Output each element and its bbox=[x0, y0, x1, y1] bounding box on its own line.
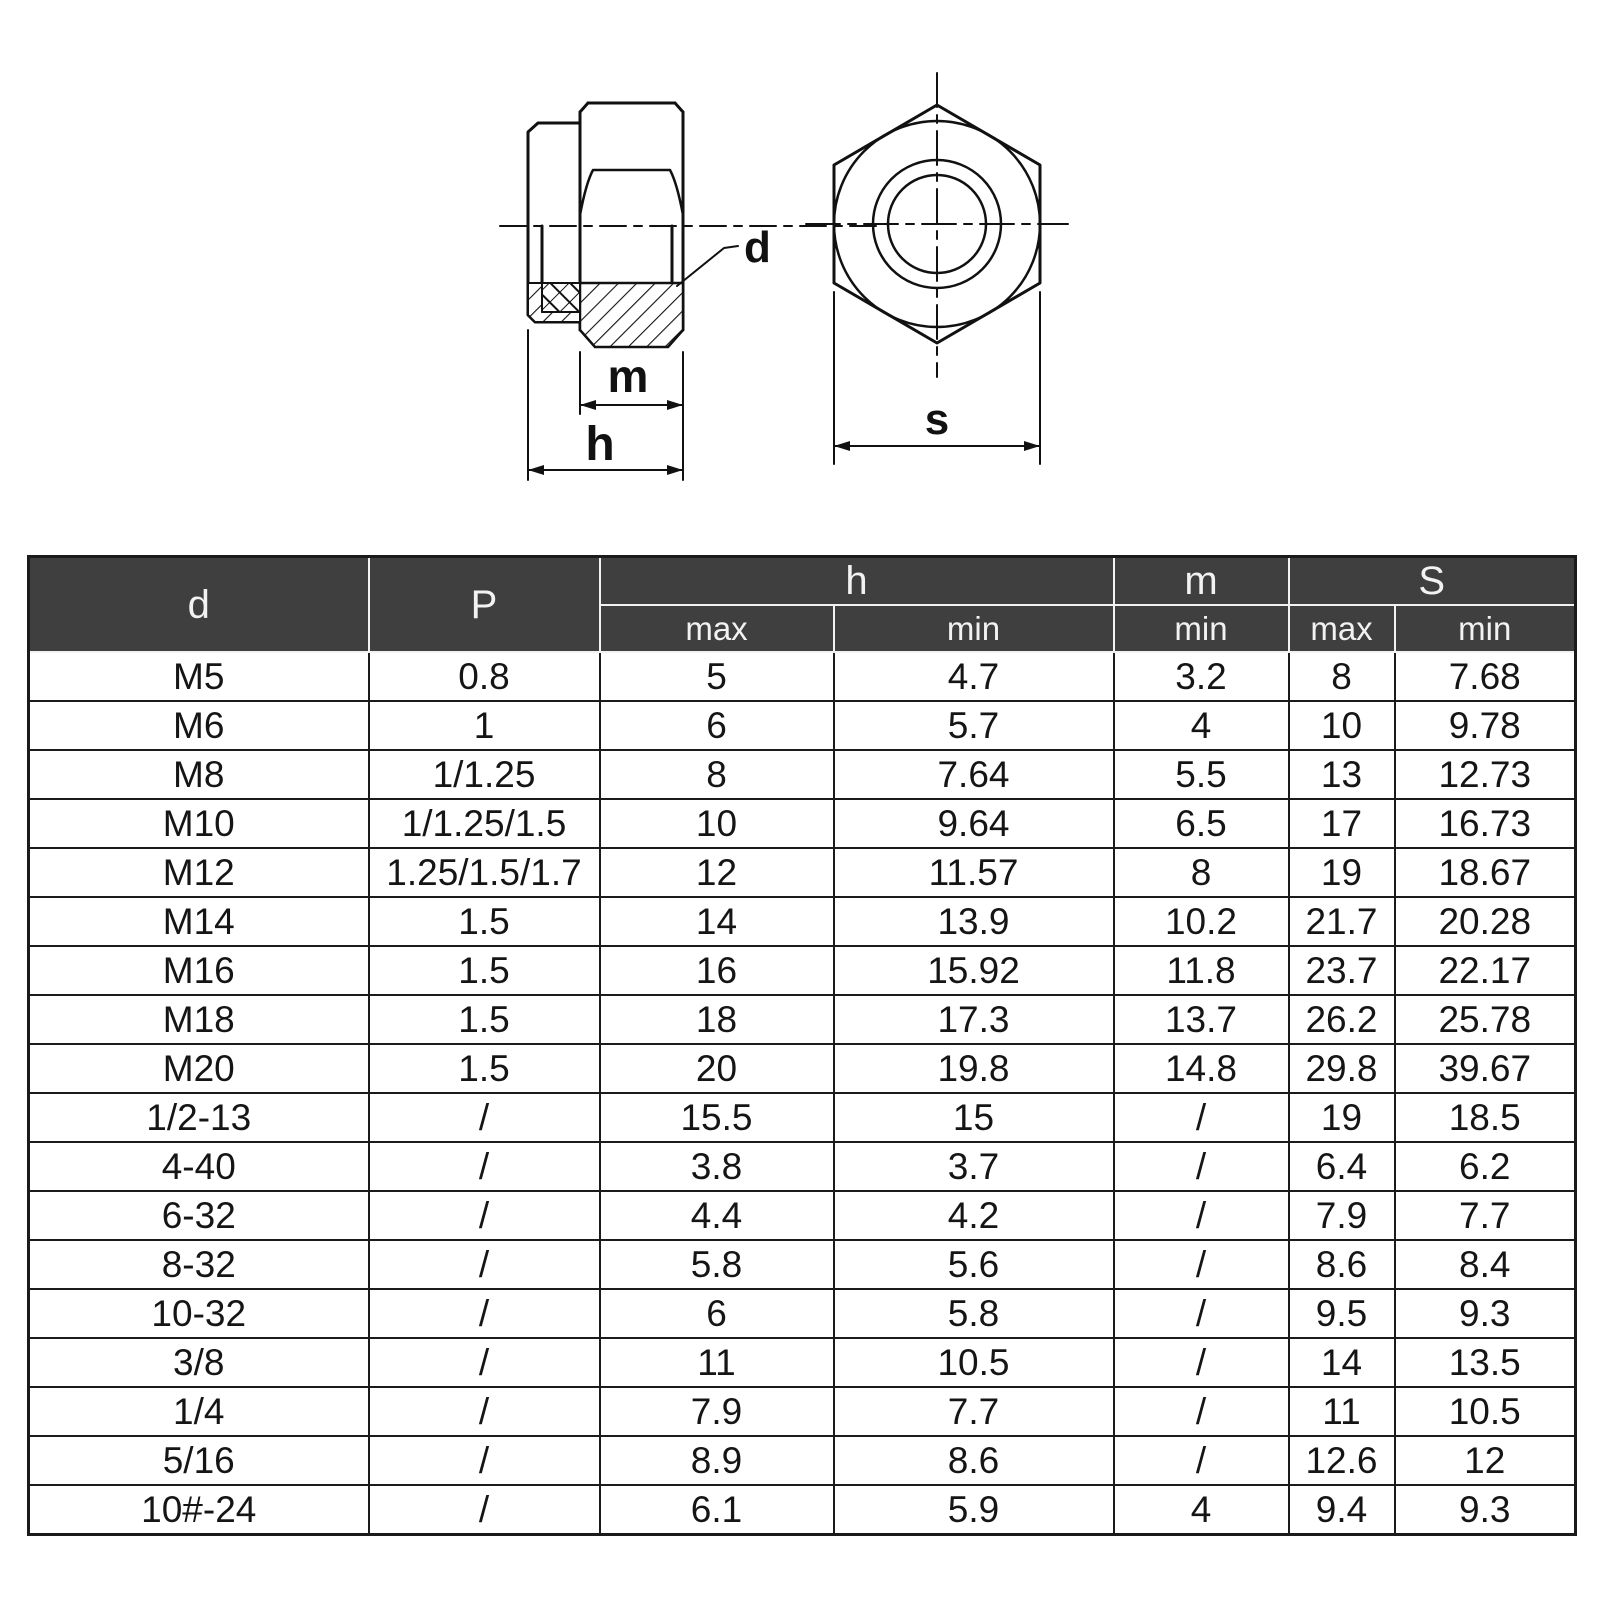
cell-h_min: 3.7 bbox=[834, 1142, 1114, 1191]
header-m-min: min bbox=[1114, 605, 1289, 652]
header-h-max: max bbox=[600, 605, 834, 652]
cell-h_max: 11 bbox=[600, 1338, 834, 1387]
cell-h_min: 7.7 bbox=[834, 1387, 1114, 1436]
cell-s_max: 8.6 bbox=[1289, 1240, 1395, 1289]
header-p: P bbox=[369, 557, 600, 653]
table-row bbox=[29, 1142, 1576, 1191]
cell-h_max: 5.8 bbox=[600, 1240, 834, 1289]
cell-m_min: 14.8 bbox=[1114, 1044, 1289, 1093]
cell-m_min: / bbox=[1114, 1289, 1289, 1338]
cell-h_max: 20 bbox=[600, 1044, 834, 1093]
header-h-min: min bbox=[834, 605, 1114, 652]
cell-d: 10-32 bbox=[29, 1289, 369, 1338]
table-row bbox=[29, 1485, 1576, 1535]
cell-d: M14 bbox=[29, 897, 369, 946]
cell-s_min: 9.78 bbox=[1395, 701, 1576, 750]
cell-s_max: 19 bbox=[1289, 848, 1395, 897]
cell-s_max: 7.9 bbox=[1289, 1191, 1395, 1240]
table-row bbox=[29, 750, 1576, 799]
cell-h_min: 11.57 bbox=[834, 848, 1114, 897]
cell-m_min: / bbox=[1114, 1093, 1289, 1142]
table-row bbox=[29, 1191, 1576, 1240]
cell-p: 1/1.25/1.5 bbox=[369, 799, 600, 848]
cell-d: 6-32 bbox=[29, 1191, 369, 1240]
cell-p: / bbox=[369, 1485, 600, 1535]
header-h: h bbox=[600, 557, 1114, 606]
table-row bbox=[29, 701, 1576, 750]
steel-section-hatch bbox=[580, 283, 683, 347]
cell-d: 10#-24 bbox=[29, 1485, 369, 1535]
cell-h_max: 6 bbox=[600, 1289, 834, 1338]
cell-m_min: 3.2 bbox=[1114, 652, 1289, 701]
cell-p: / bbox=[369, 1191, 600, 1240]
spec-table-body bbox=[29, 652, 1576, 1535]
cell-s_max: 29.8 bbox=[1289, 1044, 1395, 1093]
cell-h_max: 16 bbox=[600, 946, 834, 995]
cell-d: M16 bbox=[29, 946, 369, 995]
cell-h_max: 14 bbox=[600, 897, 834, 946]
cell-s_min: 18.67 bbox=[1395, 848, 1576, 897]
cell-p: 0.8 bbox=[369, 652, 600, 701]
cell-m_min: 10.2 bbox=[1114, 897, 1289, 946]
cell-h_min: 4.2 bbox=[834, 1191, 1114, 1240]
cell-m_min: 5.5 bbox=[1114, 750, 1289, 799]
nylon-insert-hatch bbox=[542, 283, 580, 312]
hex-chamfer-curve bbox=[580, 170, 683, 215]
cell-d: M10 bbox=[29, 799, 369, 848]
cell-h_min: 7.64 bbox=[834, 750, 1114, 799]
cell-m_min: 11.8 bbox=[1114, 946, 1289, 995]
header-m: m bbox=[1114, 557, 1289, 606]
cell-s_max: 12.6 bbox=[1289, 1436, 1395, 1485]
side-section-view bbox=[500, 103, 878, 480]
cell-m_min: / bbox=[1114, 1191, 1289, 1240]
table-row bbox=[29, 946, 1576, 995]
table-row bbox=[29, 652, 1576, 701]
cell-h_min: 9.64 bbox=[834, 799, 1114, 848]
label-m: m bbox=[607, 350, 649, 402]
table-row bbox=[29, 1289, 1576, 1338]
cell-h_min: 17.3 bbox=[834, 995, 1114, 1044]
cell-h_max: 6.1 bbox=[600, 1485, 834, 1535]
cell-p: 1.25/1.5/1.7 bbox=[369, 848, 600, 897]
cell-p: 1/1.25 bbox=[369, 750, 600, 799]
cell-h_max: 5 bbox=[600, 652, 834, 701]
table-row bbox=[29, 799, 1576, 848]
cell-d: 4-40 bbox=[29, 1142, 369, 1191]
cell-h_max: 15.5 bbox=[600, 1093, 834, 1142]
table-row bbox=[29, 848, 1576, 897]
cell-h_min: 5.7 bbox=[834, 701, 1114, 750]
body-top-chamfer-right bbox=[675, 103, 683, 112]
cell-d: M20 bbox=[29, 1044, 369, 1093]
cell-m_min: / bbox=[1114, 1338, 1289, 1387]
cell-p: 1.5 bbox=[369, 1044, 600, 1093]
label-d: d bbox=[744, 223, 771, 272]
cell-s_max: 8 bbox=[1289, 652, 1395, 701]
cell-m_min: / bbox=[1114, 1436, 1289, 1485]
cell-s_min: 25.78 bbox=[1395, 995, 1576, 1044]
cell-s_max: 17 bbox=[1289, 799, 1395, 848]
cell-s_max: 14 bbox=[1289, 1338, 1395, 1387]
cell-p: / bbox=[369, 1338, 600, 1387]
cell-s_max: 6.4 bbox=[1289, 1142, 1395, 1191]
cell-h_max: 12 bbox=[600, 848, 834, 897]
cell-s_max: 26.2 bbox=[1289, 995, 1395, 1044]
cell-d: M12 bbox=[29, 848, 369, 897]
cell-m_min: 8 bbox=[1114, 848, 1289, 897]
cell-m_min: / bbox=[1114, 1142, 1289, 1191]
cell-d: M6 bbox=[29, 701, 369, 750]
cell-d: 3/8 bbox=[29, 1338, 369, 1387]
cell-m_min: / bbox=[1114, 1240, 1289, 1289]
cell-s_min: 18.5 bbox=[1395, 1093, 1576, 1142]
cell-s_min: 9.3 bbox=[1395, 1485, 1576, 1535]
cell-d: M18 bbox=[29, 995, 369, 1044]
header-s-min: min bbox=[1395, 605, 1576, 652]
cell-p: / bbox=[369, 1387, 600, 1436]
cell-s_min: 9.3 bbox=[1395, 1289, 1576, 1338]
cell-p: / bbox=[369, 1093, 600, 1142]
cell-p: 1.5 bbox=[369, 946, 600, 995]
cell-d: 1/2-13 bbox=[29, 1093, 369, 1142]
table-row bbox=[29, 1338, 1576, 1387]
cell-p: / bbox=[369, 1142, 600, 1191]
cell-p: / bbox=[369, 1436, 600, 1485]
header-s-max: max bbox=[1289, 605, 1395, 652]
cell-d: 5/16 bbox=[29, 1436, 369, 1485]
d-leader-line bbox=[677, 246, 738, 286]
table-row bbox=[29, 1093, 1576, 1142]
cell-s_min: 39.67 bbox=[1395, 1044, 1576, 1093]
technical-drawing bbox=[0, 0, 1600, 540]
cell-s_max: 23.7 bbox=[1289, 946, 1395, 995]
cell-p: / bbox=[369, 1289, 600, 1338]
cell-s_min: 12 bbox=[1395, 1436, 1576, 1485]
cell-s_min: 7.7 bbox=[1395, 1191, 1576, 1240]
cell-s_max: 10 bbox=[1289, 701, 1395, 750]
cell-h_min: 5.8 bbox=[834, 1289, 1114, 1338]
cell-s_max: 9.4 bbox=[1289, 1485, 1395, 1535]
cell-s_min: 13.5 bbox=[1395, 1338, 1576, 1387]
cell-d: 8-32 bbox=[29, 1240, 369, 1289]
cell-s_min: 6.2 bbox=[1395, 1142, 1576, 1191]
cell-p: 1.5 bbox=[369, 897, 600, 946]
cell-h_min: 8.6 bbox=[834, 1436, 1114, 1485]
cell-h_min: 5.6 bbox=[834, 1240, 1114, 1289]
cell-m_min: 13.7 bbox=[1114, 995, 1289, 1044]
cell-m_min: 4 bbox=[1114, 1485, 1289, 1535]
cell-s_min: 22.17 bbox=[1395, 946, 1576, 995]
cell-s_min: 10.5 bbox=[1395, 1387, 1576, 1436]
table-row bbox=[29, 1044, 1576, 1093]
cell-s_min: 8.4 bbox=[1395, 1240, 1576, 1289]
cell-s_max: 21.7 bbox=[1289, 897, 1395, 946]
cell-m_min: 6.5 bbox=[1114, 799, 1289, 848]
dimension-spec-table bbox=[27, 555, 1577, 1536]
cell-s_min: 20.28 bbox=[1395, 897, 1576, 946]
cell-p: / bbox=[369, 1240, 600, 1289]
cell-s_max: 13 bbox=[1289, 750, 1395, 799]
cell-m_min: 4 bbox=[1114, 701, 1289, 750]
body-top-chamfer-left bbox=[580, 103, 588, 112]
cell-m_min: / bbox=[1114, 1387, 1289, 1436]
cell-s_max: 9.5 bbox=[1289, 1289, 1395, 1338]
label-s: s bbox=[924, 395, 950, 444]
table-row bbox=[29, 1240, 1576, 1289]
table-row bbox=[29, 1387, 1576, 1436]
table-row bbox=[29, 1436, 1576, 1485]
cell-h_max: 8.9 bbox=[600, 1436, 834, 1485]
table-row bbox=[29, 995, 1576, 1044]
cell-h_max: 7.9 bbox=[600, 1387, 834, 1436]
cell-h_min: 10.5 bbox=[834, 1338, 1114, 1387]
cell-p: 1 bbox=[369, 701, 600, 750]
cell-s_min: 7.68 bbox=[1395, 652, 1576, 701]
cell-h_min: 5.9 bbox=[834, 1485, 1114, 1535]
cell-d: 1/4 bbox=[29, 1387, 369, 1436]
cell-s_max: 11 bbox=[1289, 1387, 1395, 1436]
spec-table-header bbox=[29, 557, 1576, 653]
cell-h_max: 10 bbox=[600, 799, 834, 848]
cell-d: M8 bbox=[29, 750, 369, 799]
header-s: S bbox=[1289, 557, 1576, 606]
cell-s_min: 16.73 bbox=[1395, 799, 1576, 848]
cell-h_min: 13.9 bbox=[834, 897, 1114, 946]
cell-d: M5 bbox=[29, 652, 369, 701]
cell-h_max: 3.8 bbox=[600, 1142, 834, 1191]
cell-h_max: 4.4 bbox=[600, 1191, 834, 1240]
cell-h_max: 6 bbox=[600, 701, 834, 750]
header-d: d bbox=[29, 557, 369, 653]
cell-p: 1.5 bbox=[369, 995, 600, 1044]
cell-s_min: 12.73 bbox=[1395, 750, 1576, 799]
cell-h_min: 15 bbox=[834, 1093, 1114, 1142]
label-h: h bbox=[585, 418, 615, 471]
cell-h_min: 15.92 bbox=[834, 946, 1114, 995]
cell-h_max: 8 bbox=[600, 750, 834, 799]
cell-h_max: 18 bbox=[600, 995, 834, 1044]
cell-s_max: 19 bbox=[1289, 1093, 1395, 1142]
cell-h_min: 19.8 bbox=[834, 1044, 1114, 1093]
cell-h_min: 4.7 bbox=[834, 652, 1114, 701]
table-row bbox=[29, 897, 1576, 946]
